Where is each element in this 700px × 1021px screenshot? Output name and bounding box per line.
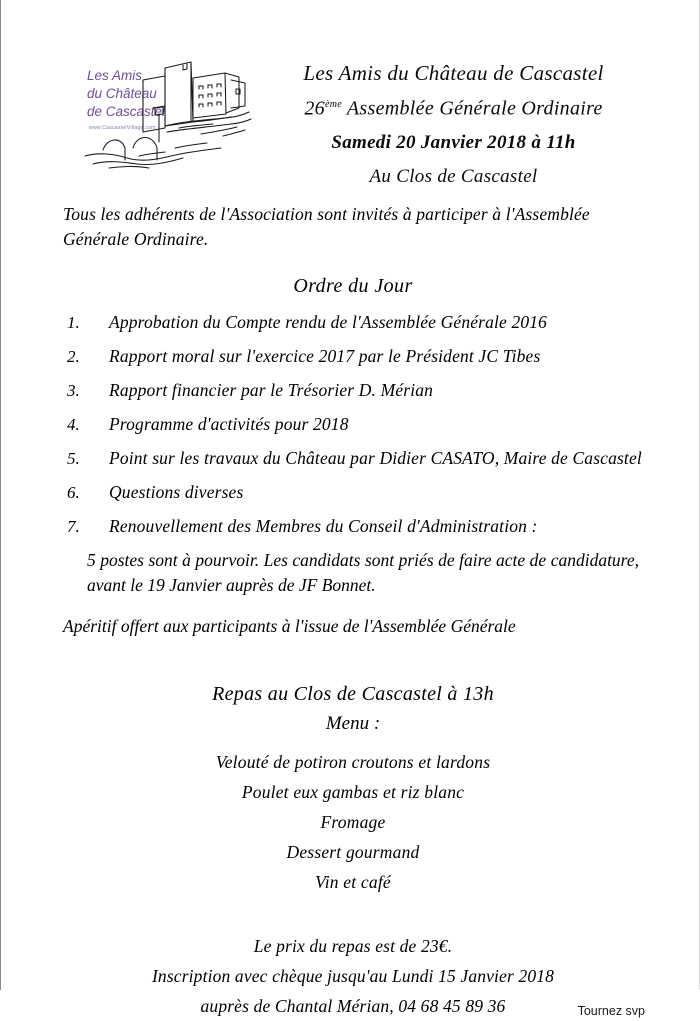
agenda-item-number: 1.: [67, 313, 80, 332]
edition-number: 26: [304, 97, 325, 120]
candidature-note: 5 postes sont à pourvoir. Les candidats sont priés de faire acte de candidature, avant le 19 Janvier auprès de JF Bonnet.: [87, 550, 639, 595]
list-item: [63, 446, 643, 471]
aperitif-note: Apéritif offert aux participants à l'issue de l'Assemblée Générale: [63, 616, 516, 636]
list-item: [63, 514, 643, 539]
agenda-item-number: 4.: [67, 415, 80, 434]
agenda-item-number: 3.: [67, 381, 80, 400]
list-item: [63, 412, 643, 437]
agenda-item-number: 6.: [67, 483, 80, 502]
registration-deadline: Inscription avec chèque jusqu'au Lundi 15 Janvier 2018: [151, 966, 555, 986]
agenda-item-number: 5.: [67, 449, 80, 468]
meal-price: Le prix du repas est de 23€.: [253, 936, 453, 956]
meeting-datetime: Samedi 20 Janvier 2018 à 11h: [331, 131, 576, 153]
agenda-item-text: Questions diverses: [109, 482, 244, 502]
agenda-item-text: Rapport moral sur l'exercice 2017 par le Président JC Tibes: [109, 346, 541, 366]
header-title-block: [226, 58, 681, 194]
turn-over-note: Tournez svp: [577, 1004, 645, 1018]
agenda-heading: Ordre du Jour: [293, 275, 413, 297]
agenda-item-text: Renouvellement des Membres du Conseil d'Administration :: [109, 516, 538, 536]
agenda-item-number: 2.: [67, 347, 80, 366]
document-footer: [63, 931, 643, 1021]
menu-label: Menu :: [325, 713, 381, 734]
list-item: Velouté de potiron croutons et lardons: [215, 752, 491, 772]
svg-text:www.CascastelVillage.com: www.CascastelVillage.com: [89, 125, 156, 131]
meal-section: [63, 679, 643, 897]
document-body: [1, 202, 699, 1021]
contact-text: auprès de Chantal Mérian, 04 68 45 89 36: [200, 996, 506, 1016]
agenda-item-text: Programme d'activités pour 2018: [109, 414, 349, 434]
agenda-item-number: 7.: [67, 517, 80, 536]
contact-line: [63, 991, 643, 1021]
agenda-list: [63, 310, 643, 539]
agenda-item-text: Rapport financier par le Trésorier D. Mérian: [109, 380, 434, 400]
agenda-item-text: Approbation du Compte rendu de l'Assemblée Générale 2016: [109, 312, 548, 332]
list-item: [63, 310, 643, 335]
meeting-edition-line: [226, 88, 681, 126]
list-item: [63, 378, 643, 403]
svg-text:du Château: du Château: [87, 86, 157, 101]
association-title: Les Amis du Château de Cascastel: [303, 61, 604, 85]
list-item: Poulet eux gambas et riz blanc: [241, 782, 465, 802]
menu-list: [63, 747, 643, 897]
list-item: [63, 480, 643, 505]
document-header: [1, 0, 699, 187]
list-item: Fromage: [320, 812, 386, 832]
meal-title: Repas au Clos de Cascastel à 13h: [212, 683, 494, 705]
list-item: Dessert gourmand: [286, 842, 420, 862]
meeting-venue: Au Clos de Cascastel: [369, 165, 538, 187]
intro-paragraph: Tous les adhérents de l'Association sont invités à participer à l'Assemblée Générale Ordinaire.: [63, 204, 590, 249]
edition-suffix: ème: [324, 99, 342, 110]
svg-text:de Cascastel: de Cascastel: [87, 104, 166, 119]
svg-text:Les Amis: Les Amis: [87, 68, 143, 83]
list-item: Vin et café: [315, 872, 391, 892]
list-item: [63, 344, 643, 369]
meeting-type: Assemblée Générale Ordinaire: [346, 97, 603, 120]
agenda-item-text: Point sur les travaux du Château par Didier CASATO, Maire de Cascastel: [109, 448, 642, 468]
